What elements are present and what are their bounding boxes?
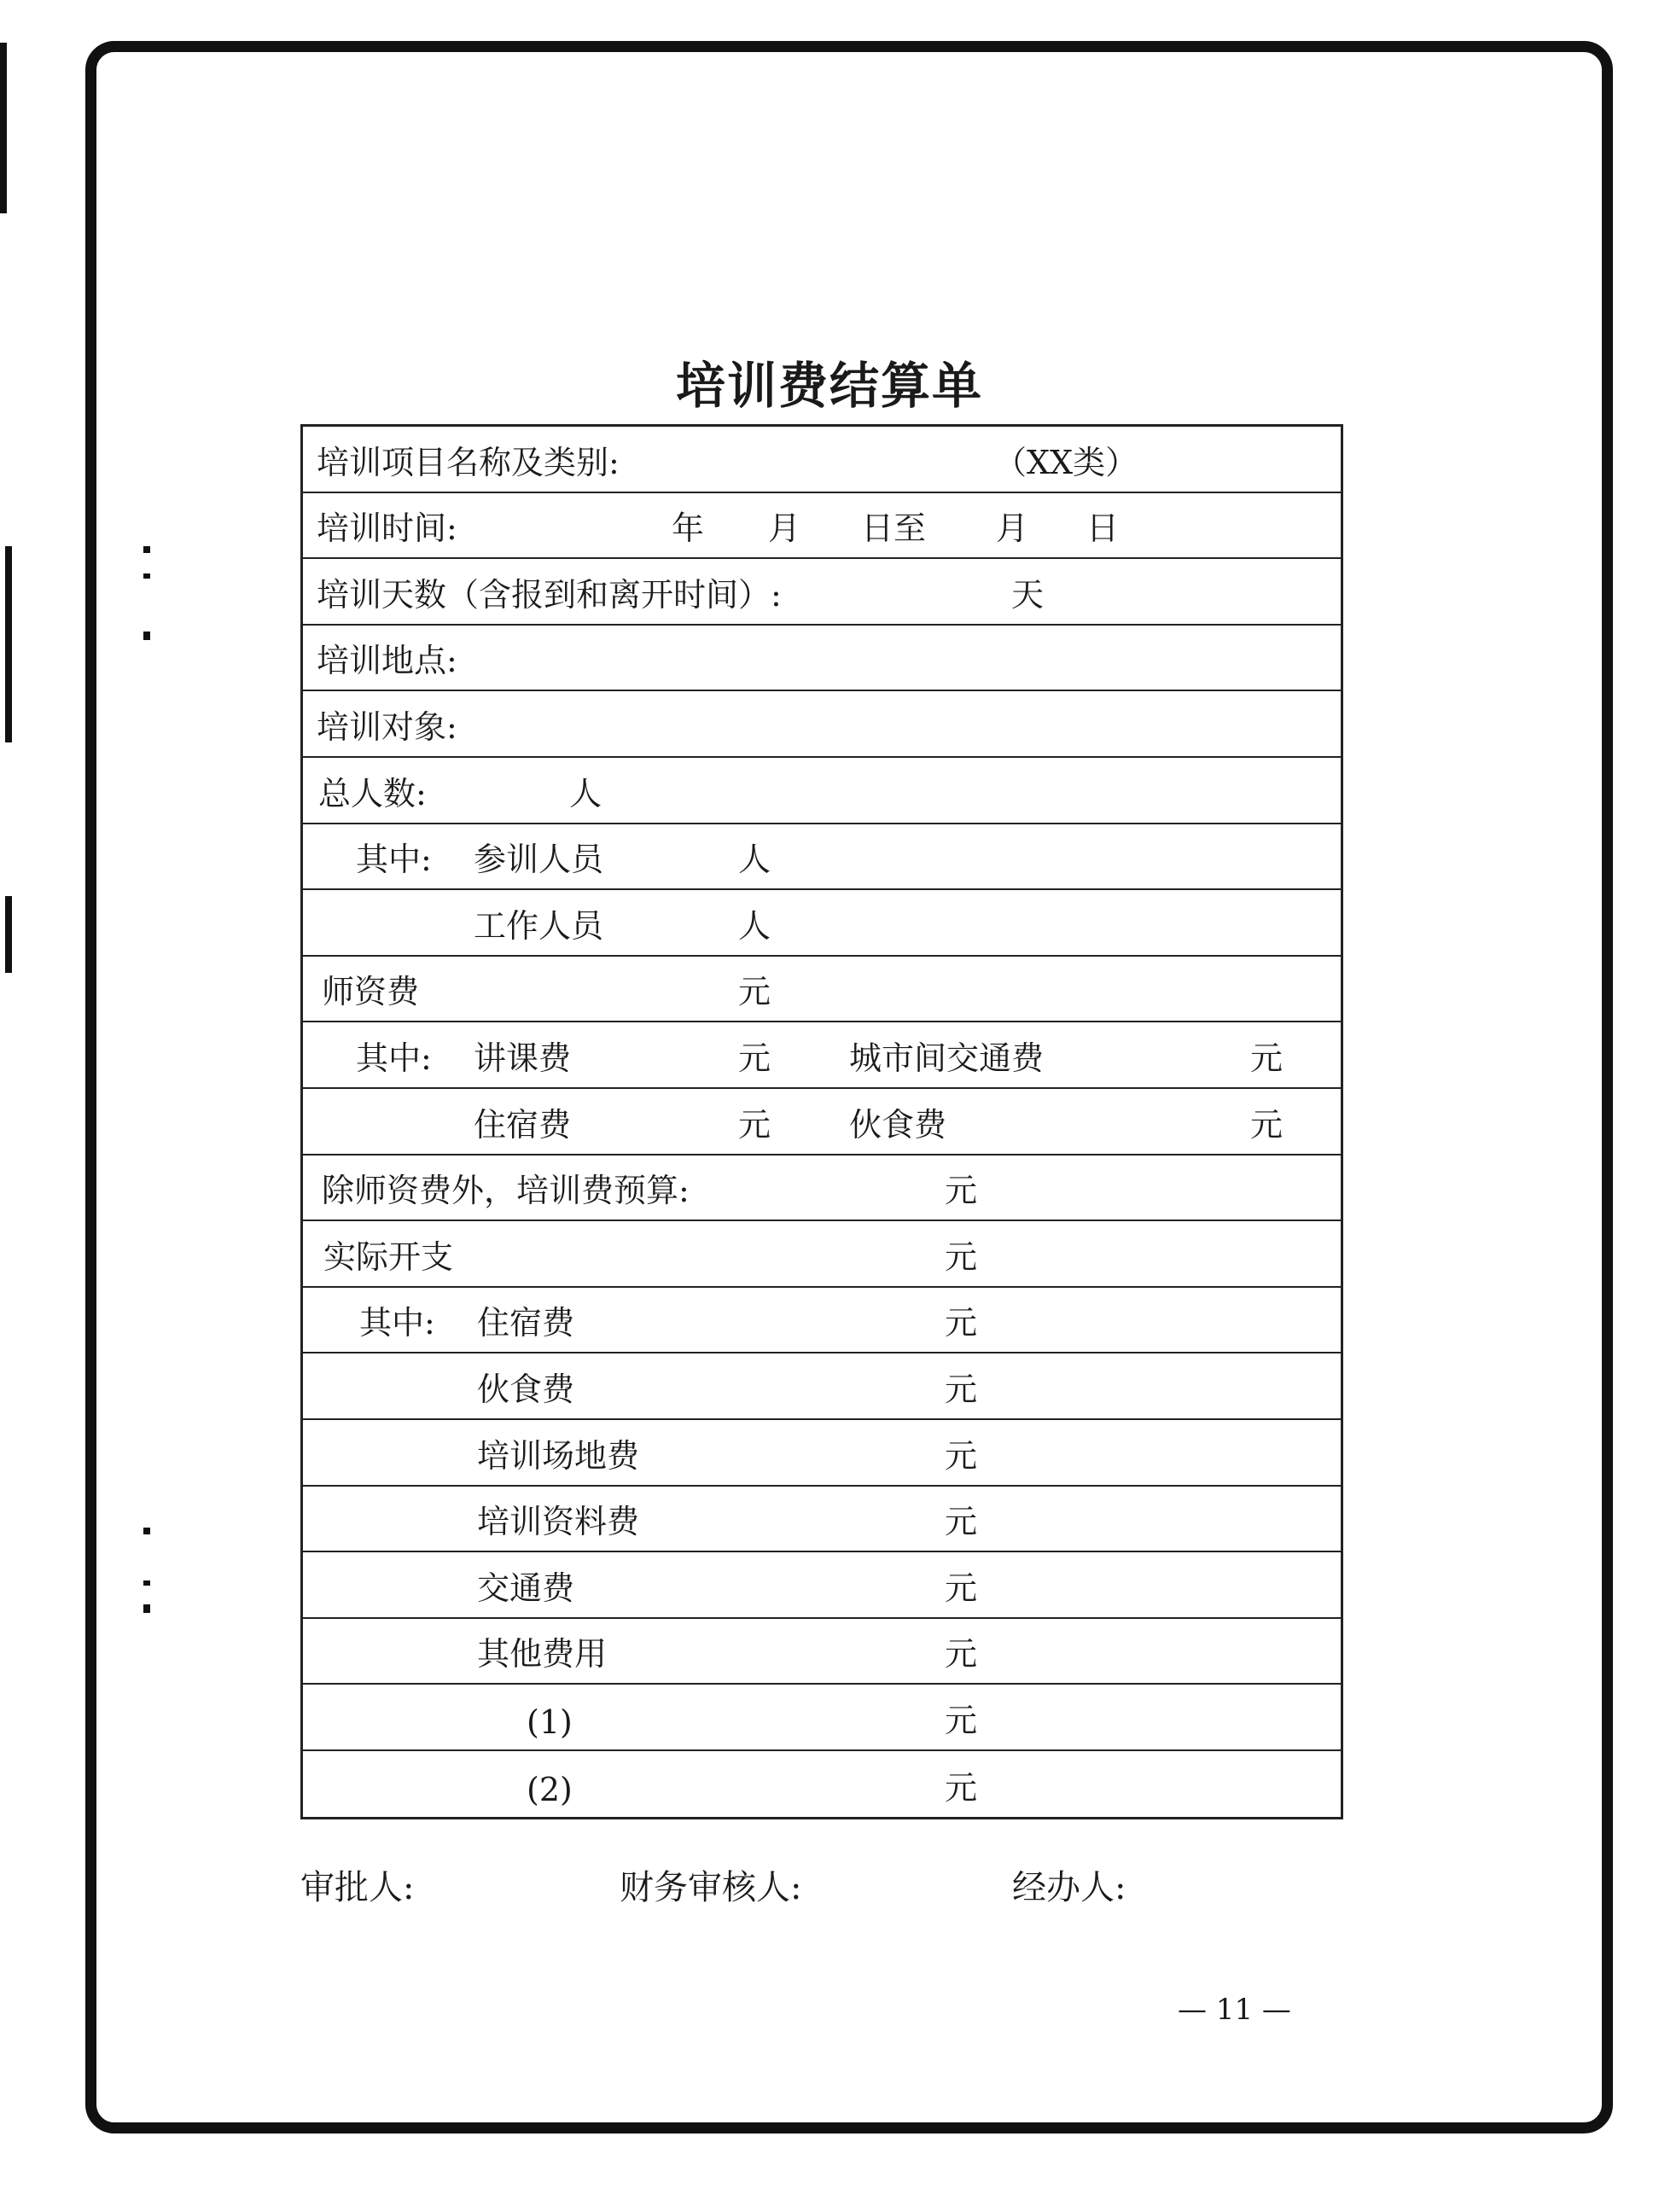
time-day-to: 日至 bbox=[861, 509, 927, 548]
form-row-actual bbox=[303, 1221, 1341, 1288]
form-row-teacher-lodging bbox=[303, 1089, 1341, 1155]
other-2-label: (2) bbox=[527, 1771, 573, 1809]
form-row-other-2 bbox=[303, 1751, 1341, 1818]
form-row-materials bbox=[303, 1487, 1341, 1553]
document-title: 培训费结算单 bbox=[675, 357, 983, 415]
scan-dot bbox=[143, 1528, 150, 1534]
teacher-meals-label: 伙食费 bbox=[849, 1105, 947, 1144]
scan-dot bbox=[143, 546, 150, 553]
venue-label: 培训场地费 bbox=[477, 1436, 640, 1475]
meals-unit: 元 bbox=[945, 1370, 978, 1408]
form-row-other-1 bbox=[303, 1685, 1341, 1751]
teacher-meals-unit: 元 bbox=[1250, 1105, 1284, 1144]
form-row-audience bbox=[303, 691, 1341, 758]
lodging-label: 住宿费 bbox=[477, 1304, 575, 1342]
days-unit: 天 bbox=[1011, 575, 1045, 614]
time-year: 年 bbox=[672, 509, 705, 548]
time-label: 培训时间: bbox=[317, 509, 457, 548]
actual-label: 实际开支 bbox=[323, 1237, 454, 1276]
location-label: 培训地点: bbox=[317, 642, 457, 680]
scan-dot bbox=[143, 632, 150, 640]
scan-binding-mark bbox=[5, 896, 12, 973]
form-row-teacher-fee bbox=[303, 957, 1341, 1023]
of-which-label: 其中: bbox=[356, 1039, 432, 1077]
audience-label: 培训对象: bbox=[317, 707, 457, 746]
scan-dot bbox=[143, 1580, 150, 1586]
materials-unit: 元 bbox=[945, 1503, 978, 1541]
trainees-label: 参训人员 bbox=[474, 841, 604, 879]
of-which-label: 其中: bbox=[359, 1304, 435, 1342]
other-label: 其他费用 bbox=[477, 1635, 608, 1674]
staff-label: 工作人员 bbox=[474, 906, 604, 945]
finance-reviewer-label: 财务审核人: bbox=[620, 1868, 802, 1907]
form-row-lecture-fee bbox=[303, 1022, 1341, 1089]
form-row-transport bbox=[303, 1552, 1341, 1619]
materials-label: 培训资料费 bbox=[477, 1503, 640, 1541]
scan-binding-mark bbox=[5, 546, 12, 742]
lodging-unit: 元 bbox=[945, 1304, 978, 1342]
scan-dot bbox=[143, 573, 150, 579]
teacher-lodging-label: 住宿费 bbox=[474, 1105, 572, 1144]
lecture-fee-unit: 元 bbox=[738, 1039, 771, 1077]
other-2-unit: 元 bbox=[945, 1769, 978, 1807]
form-row-project bbox=[303, 427, 1341, 493]
form-row-meals bbox=[303, 1353, 1341, 1420]
other-1-label: (1) bbox=[527, 1703, 573, 1741]
budget-unit: 元 bbox=[945, 1172, 978, 1210]
transport-label: 交通费 bbox=[477, 1569, 575, 1607]
form-row-time bbox=[303, 493, 1341, 560]
time-month: 月 bbox=[768, 509, 801, 548]
form-row-staff bbox=[303, 890, 1341, 957]
form-row-other bbox=[303, 1619, 1341, 1685]
budget-label: 除师资费外，培训费预算: bbox=[322, 1172, 690, 1210]
trainees-unit: 人 bbox=[738, 841, 771, 879]
approver-label: 审批人: bbox=[300, 1868, 415, 1907]
project-label: 培训项目名称及类别: bbox=[317, 443, 620, 481]
scan-dot bbox=[143, 1604, 150, 1613]
settlement-form-table bbox=[300, 424, 1343, 1819]
teacher-fee-unit: 元 bbox=[738, 973, 771, 1011]
page-number: — 11 — bbox=[1178, 1993, 1291, 2027]
teacher-fee-label: 师资费 bbox=[322, 973, 420, 1011]
handler-label: 经办人: bbox=[1012, 1868, 1126, 1907]
transport-unit: 元 bbox=[945, 1569, 978, 1607]
project-category: （XX类） bbox=[994, 443, 1138, 481]
scan-binding-mark bbox=[0, 43, 7, 213]
other-1-unit: 元 bbox=[945, 1701, 978, 1739]
lecture-fee-label: 讲课费 bbox=[474, 1039, 572, 1077]
intercity-transport-unit: 元 bbox=[1250, 1039, 1284, 1077]
time-day2: 日 bbox=[1086, 509, 1120, 548]
other-unit: 元 bbox=[945, 1635, 978, 1674]
intercity-transport-label: 城市间交通费 bbox=[849, 1039, 1045, 1077]
teacher-lodging-unit: 元 bbox=[738, 1105, 771, 1144]
total-people-unit: 人 bbox=[569, 774, 602, 812]
form-row-trainees bbox=[303, 824, 1341, 891]
form-row-total-people bbox=[303, 758, 1341, 824]
days-label: 培训天数（含报到和离开时间）: bbox=[317, 575, 782, 614]
of-which-label: 其中: bbox=[356, 841, 432, 879]
actual-unit: 元 bbox=[945, 1237, 978, 1276]
meals-label: 伙食费 bbox=[477, 1370, 575, 1408]
venue-unit: 元 bbox=[945, 1436, 978, 1475]
staff-unit: 人 bbox=[738, 906, 771, 945]
form-row-location bbox=[303, 626, 1341, 692]
form-row-venue bbox=[303, 1420, 1341, 1487]
total-people-label: 总人数: bbox=[318, 774, 427, 812]
form-row-days bbox=[303, 559, 1341, 626]
time-month2: 月 bbox=[996, 509, 1029, 548]
form-row-budget bbox=[303, 1155, 1341, 1222]
form-row-lodging bbox=[303, 1288, 1341, 1354]
